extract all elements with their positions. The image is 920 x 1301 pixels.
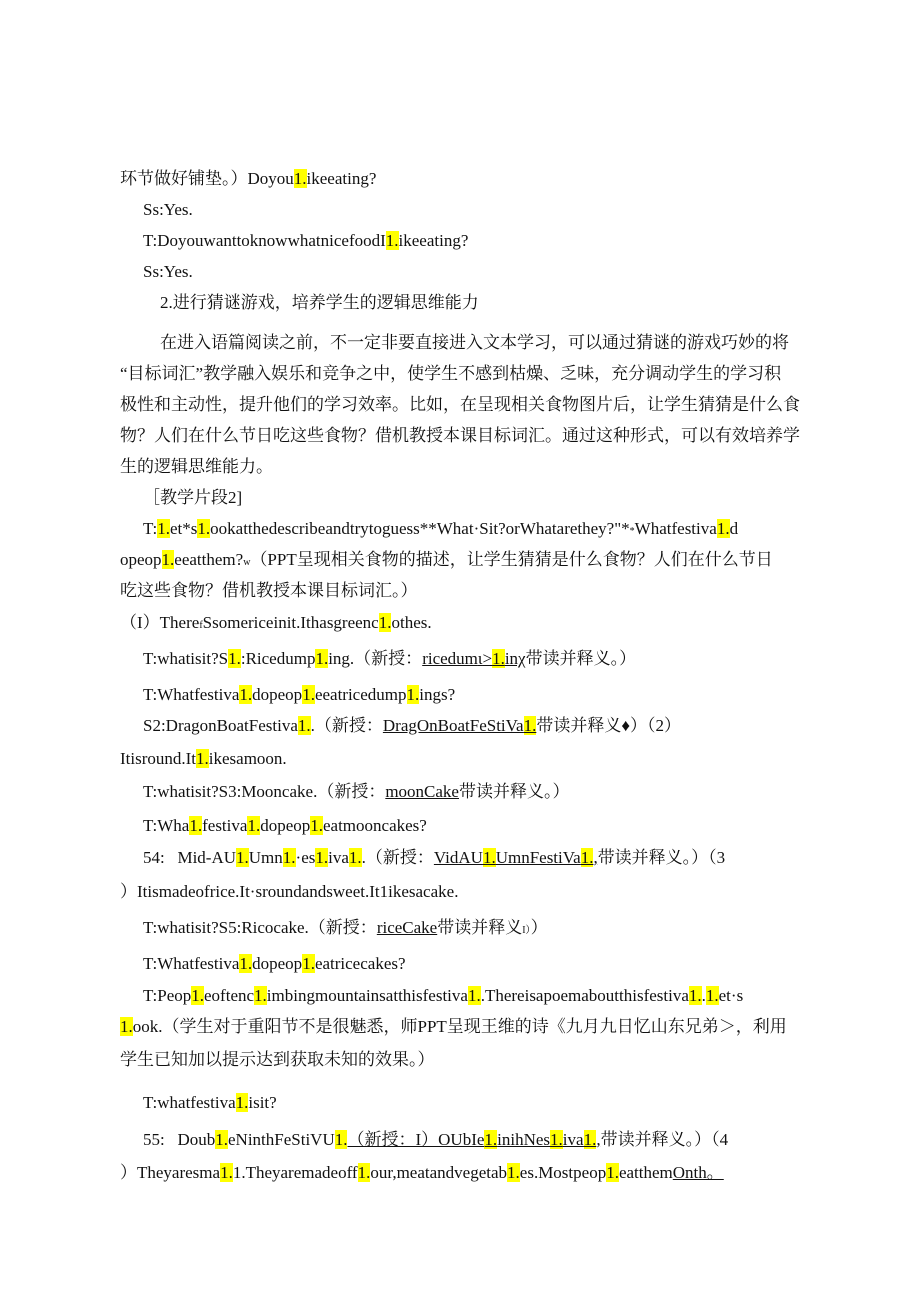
text-segment: et*s	[170, 519, 198, 538]
text-line	[120, 881, 458, 903]
text-segment: iva	[562, 1130, 584, 1149]
text-segment: T:	[143, 519, 158, 538]
text-segment: eeatthem?	[174, 550, 244, 569]
highlighted-text: 1.	[236, 848, 249, 867]
text-segment: UmnFestiVa	[495, 848, 581, 867]
text-segment: 带读并释义。）（4	[600, 1130, 729, 1149]
text-line	[143, 648, 636, 670]
text-line	[143, 230, 468, 252]
text-segment: inihNes	[497, 1130, 551, 1149]
text-segment: isit?	[248, 1093, 277, 1112]
highlighted-text: 1.	[297, 716, 311, 735]
text-segment: “目标词汇”教学融入娱乐和竞争之中，使学生不感到枯燥、乏味，充分调动学生的学习积	[120, 364, 782, 383]
text-segment: 物？人们在什么节日吃这些食物？借机教授本课目标词汇。通过这种形式，可以有效培养学	[120, 426, 800, 445]
text-line	[143, 985, 743, 1007]
text-segment: ook.（学生对于重阳节不是很魅悉，师PPT呈现王维的诗《九月九日忆山东兄弟＞，利用	[132, 1017, 787, 1036]
text-segment: 带读并释义。）（3	[597, 848, 726, 867]
highlighted-text: 1.	[550, 1130, 563, 1149]
text-segment: Umn	[248, 848, 283, 867]
highlighted-text: 1.	[197, 519, 211, 538]
text-segment: ing.（新授：	[328, 649, 423, 668]
text-line	[143, 487, 242, 509]
text-segment: eoftenc	[204, 986, 255, 1005]
text-segment: .（新授：	[310, 716, 383, 735]
text-segment: festiva	[202, 816, 248, 835]
text-segment: .（新授：	[361, 848, 434, 867]
highlighted-text: 1.	[492, 649, 505, 668]
highlighted-text: 1.	[235, 1093, 249, 1112]
text-segment: ）Itismadeofrice.It·sroundandsweet.It1ikesacake.	[120, 882, 459, 901]
text-segment: T:Peop	[143, 986, 192, 1005]
text-segment: 2.进行猜谜游戏，培养学生的逻辑思维能力	[160, 293, 479, 312]
text-segment: T:whatfestiva	[143, 1093, 236, 1112]
text-segment: inχ	[504, 649, 526, 668]
text-segment: .Thereisapoemaboutthisfestiva	[480, 986, 689, 1005]
text-segment: 生的逻辑思维能力。	[120, 457, 273, 476]
text-segment: T:Whatfestiva	[143, 685, 240, 704]
text-segment: >	[482, 649, 493, 668]
highlighted-text: 1.	[334, 1130, 348, 1149]
highlighted-text: 1.	[189, 816, 203, 835]
text-segment: Onth。	[672, 1163, 724, 1182]
text-segment: .	[701, 986, 706, 1005]
text-line	[120, 1162, 724, 1184]
text-line	[120, 549, 773, 574]
text-line	[120, 168, 376, 190]
text-segment: f	[199, 620, 203, 631]
text-line	[120, 363, 781, 385]
text-segment: Whatfestiva	[634, 519, 717, 538]
text-segment: T:whatisit?S	[143, 649, 229, 668]
text-segment: othes.	[391, 613, 432, 632]
text-segment: dopeop	[252, 954, 303, 973]
text-line	[143, 917, 548, 942]
text-segment: our,meatandvegetab	[370, 1163, 508, 1182]
text-segment: dopeop	[260, 816, 311, 835]
highlighted-text: 1.	[705, 986, 719, 1005]
text-segment: 54: Mid-AU	[143, 848, 237, 867]
text-segment: 带读并释义♦）（2）	[536, 716, 682, 735]
text-line	[120, 748, 287, 770]
highlighted-text: 1.	[315, 649, 329, 668]
highlighted-text: 1.	[215, 1130, 228, 1149]
text-segment: （新授：I）OUbIe	[347, 1130, 485, 1149]
text-segment: 1.Theyaremadeoff	[232, 1163, 358, 1182]
text-line	[120, 394, 800, 416]
text-segment: Ssomericeinit.Ithasgreenc	[202, 613, 379, 632]
text-segment: 环节做好铺垫。）Doyou	[120, 169, 294, 188]
highlighted-text: 1.	[482, 848, 496, 867]
text-segment: eeatricedump	[314, 685, 407, 704]
text-segment: 极性和主动性，提升他们的学习效率。比如，在呈现相关食物图片后，让学生猜猜是什么食	[120, 395, 800, 414]
text-segment: ookatthedescribeandtrytoguess**What·Sit?orWhatarethey?"*	[210, 519, 630, 538]
highlighted-text: 1.	[254, 986, 267, 1005]
text-segment: eNinthFeStiVU	[228, 1130, 335, 1149]
text-line	[143, 953, 406, 975]
text-line	[143, 1129, 728, 1151]
text-segment: *	[629, 526, 635, 537]
text-line	[160, 292, 479, 314]
highlighted-text: 1.	[302, 685, 315, 704]
text-line	[143, 847, 725, 869]
text-segment: iva	[328, 848, 349, 867]
highlighted-text: 1.	[239, 954, 253, 973]
text-segment: ikeeating?	[398, 231, 469, 250]
text-line	[143, 1092, 277, 1114]
text-segment: 带读并释义	[437, 918, 523, 937]
text-segment: （I）There	[120, 613, 200, 632]
highlighted-text: 1.	[228, 649, 241, 668]
text-segment: imbingmountainsatthisfestiva	[266, 986, 468, 1005]
highlighted-text: 1.	[196, 749, 209, 768]
highlighted-text: 1.	[348, 848, 362, 867]
highlighted-text: 1.	[385, 231, 399, 250]
text-segment: Ss:Yes.	[143, 262, 193, 281]
highlighted-text: 1.	[191, 986, 205, 1005]
text-segment: eatricecakes?	[314, 954, 406, 973]
text-segment: T:whatisit?S3:Mooncake.（新授：	[143, 782, 386, 801]
text-segment: ·es	[295, 848, 316, 867]
text-segment: riceCake	[376, 918, 438, 937]
text-segment: 55: Doub	[143, 1130, 216, 1149]
text-segment: 吃这些食物？借机教授本课目标词汇。）	[120, 581, 418, 600]
text-line	[143, 781, 569, 803]
text-line	[143, 815, 427, 837]
text-segment: ι	[477, 649, 483, 668]
highlighted-text: 1.	[484, 1130, 498, 1149]
highlighted-text: 1.	[378, 613, 392, 632]
text-segment: VidAU	[433, 848, 483, 867]
highlighted-text: 1.	[688, 986, 702, 1005]
text-segment: 带读并释义。）	[525, 649, 637, 668]
text-line	[120, 1049, 435, 1071]
text-segment: ricedum	[422, 649, 478, 668]
text-segment: opeop	[120, 550, 162, 569]
highlighted-text: 1.	[310, 816, 323, 835]
text-line	[160, 332, 789, 354]
highlighted-text: 1.	[716, 519, 730, 538]
text-segment: ）	[530, 918, 548, 937]
text-segment: DragOnBoatFeStiVa	[382, 716, 524, 735]
text-segment: ,	[593, 848, 598, 867]
text-segment: T:Whatfestiva	[143, 954, 240, 973]
highlighted-text: 1.	[282, 848, 296, 867]
text-line	[120, 1016, 787, 1038]
highlighted-text: 1.	[247, 816, 261, 835]
text-line	[143, 715, 681, 737]
text-segment: T:DoyouwanttoknowwhatnicefoodI	[143, 231, 386, 250]
text-segment: dopeop	[252, 685, 303, 704]
text-segment: T:Wha	[143, 816, 190, 835]
text-line	[120, 580, 418, 602]
text-segment: w	[243, 557, 251, 568]
text-segment: 带读并释义。）	[458, 782, 570, 801]
text-segment: Itisround.It	[120, 749, 197, 768]
text-segment: 学生已知加以提示达到获取未知的效果。）	[120, 1050, 435, 1069]
text-segment: ）Theyaresma	[120, 1163, 221, 1182]
highlighted-text: 1.	[157, 519, 171, 538]
highlighted-text: 1.	[580, 848, 594, 867]
text-line	[143, 199, 193, 221]
highlighted-text: 1.	[507, 1163, 520, 1182]
text-segment: ikeeating?	[306, 169, 377, 188]
text-line	[120, 456, 273, 478]
text-segment: ,	[596, 1130, 601, 1149]
highlighted-text: 1.	[357, 1163, 371, 1182]
text-segment: et·s	[718, 986, 744, 1005]
text-segment: eatmooncakes?	[322, 816, 427, 835]
text-segment: :Ricedump	[240, 649, 316, 668]
text-segment: （PPT呈现相关食物的描述，让学生猜猜是什么食物？人们在什么节日	[250, 550, 773, 569]
text-segment: d	[729, 519, 739, 538]
text-segment: moonCake	[385, 782, 459, 801]
text-segment: ings?	[419, 685, 456, 704]
text-segment: Ss:Yes.	[143, 200, 193, 219]
text-segment: ［教学片段2]	[143, 488, 243, 507]
text-segment: ikesamoon.	[208, 749, 287, 768]
text-segment: T:whatisit?S5:Ricocake.（新授：	[143, 918, 377, 937]
highlighted-text: 1.	[120, 1017, 133, 1036]
text-line	[120, 612, 432, 637]
highlighted-text: 1.	[467, 986, 481, 1005]
text-line	[143, 684, 455, 706]
highlighted-text: 1.	[293, 169, 307, 188]
text-segment: es.Mostpeop	[519, 1163, 607, 1182]
text-segment: 在进入语篇阅读之前，不一定非要直接进入文本学习，可以通过猜谜的游戏巧妙的将	[160, 333, 789, 352]
text-segment: S2:DragonBoatFestiva	[143, 716, 298, 735]
highlighted-text: 1.	[606, 1163, 619, 1182]
text-line	[143, 518, 738, 543]
text-line	[120, 425, 800, 447]
highlighted-text: 1.	[523, 716, 537, 735]
text-segment: I）	[522, 925, 531, 936]
text-line	[143, 261, 193, 283]
highlighted-text: 1.	[406, 685, 420, 704]
highlighted-text: 1.	[239, 685, 253, 704]
highlighted-text: 1.	[583, 1130, 597, 1149]
highlighted-text: 1.	[302, 954, 315, 973]
text-segment: eatthem	[618, 1163, 673, 1182]
highlighted-text: 1.	[315, 848, 329, 867]
highlighted-text: 1.	[161, 550, 175, 569]
highlighted-text: 1.	[220, 1163, 233, 1182]
